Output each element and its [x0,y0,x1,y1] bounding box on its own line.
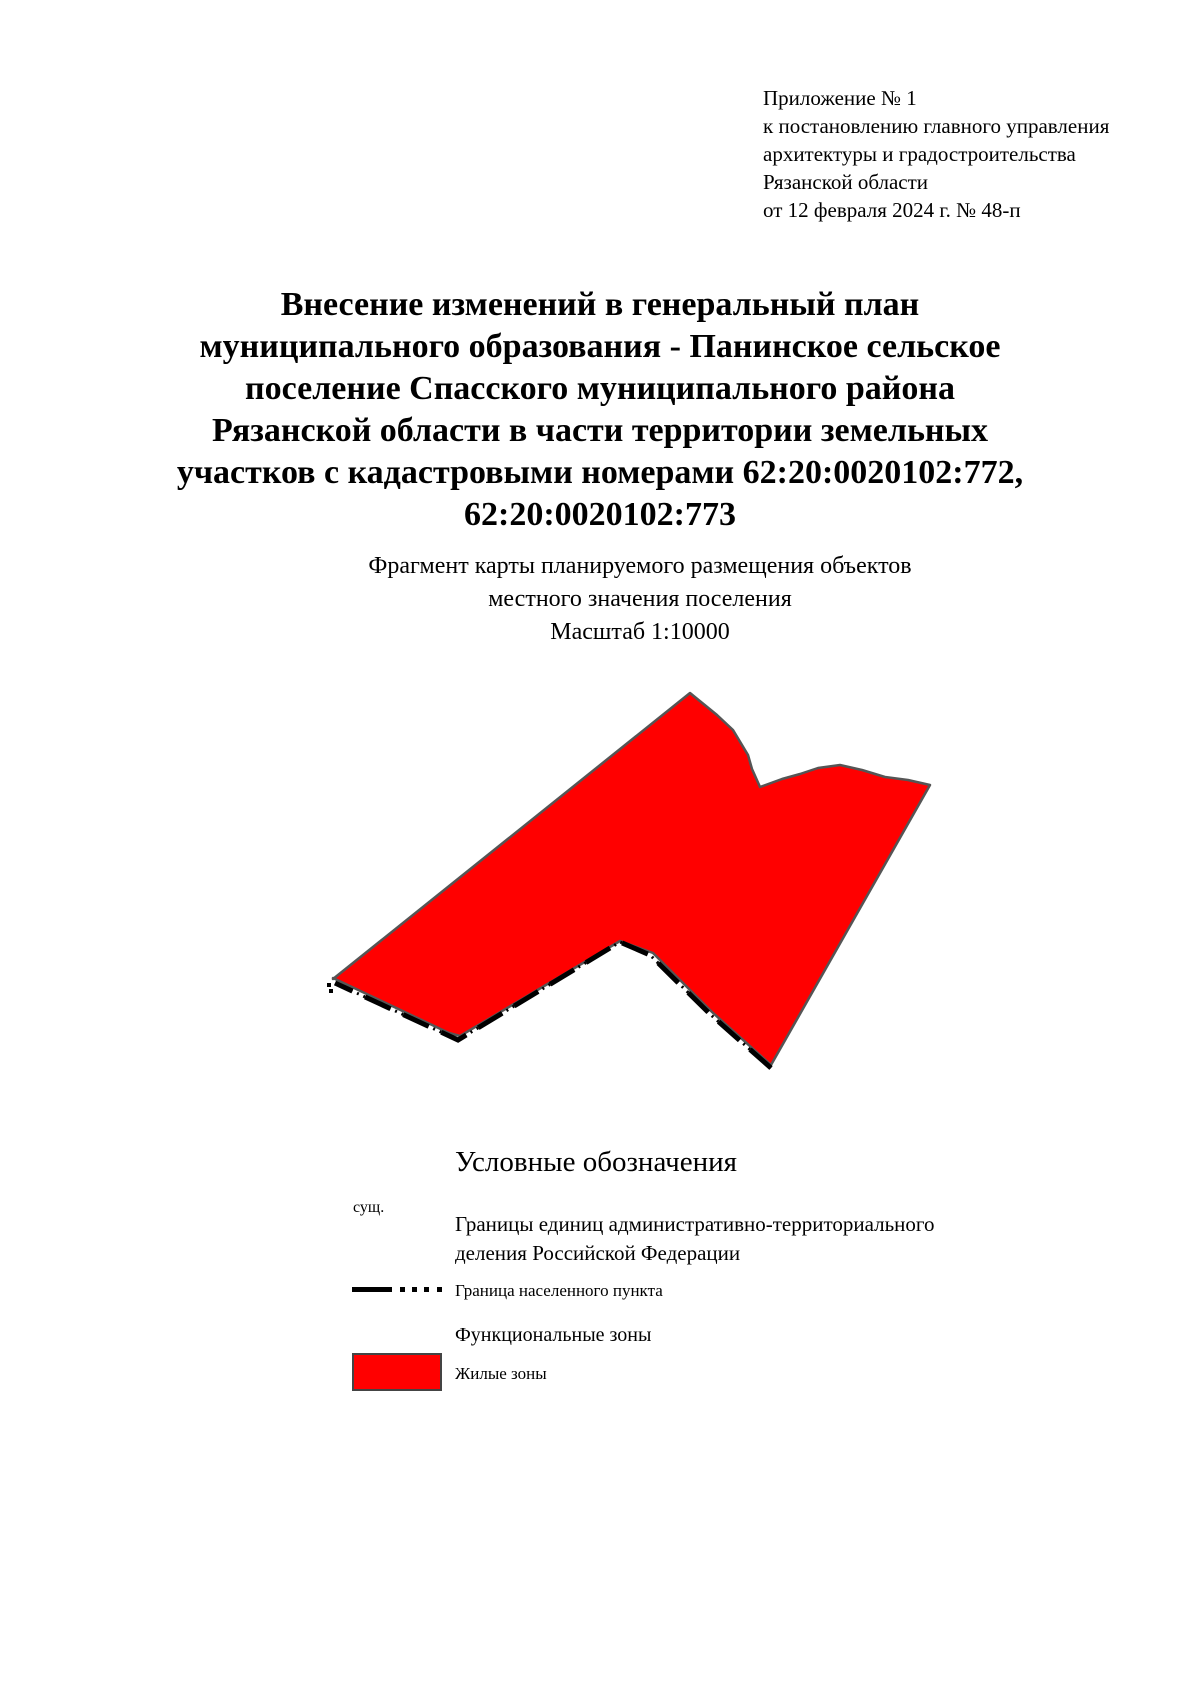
title-line: 62:20:0020102:773 [464,496,736,533]
appendix-line: архитектуры и градостроительства [763,142,1076,166]
map-scale: Масштаб 1:10000 [550,619,730,645]
appendix-line: к постановлению главного управления [763,114,1110,138]
legend-title: Условные обозначения [455,1146,737,1178]
legend-settlement-border-label: Граница населенного пункта [455,1281,663,1300]
residential-zone-polygon [333,693,930,1065]
legend-admin-border-label [455,1210,935,1268]
title-line: муниципального образования - Панинское сельское [199,328,1001,365]
legend-residential-zone-label: Жилые зоны [455,1364,547,1383]
swatch-dot [437,1287,442,1292]
swatch-dot [400,1287,405,1292]
legend-residential-zone-swatch [352,1353,442,1391]
swatch-dot [424,1287,429,1292]
border-end-marker [327,983,331,987]
legend-settlement-border-swatch [352,1283,448,1295]
legend-admin-border-line: деления Российской Федерации [455,1241,741,1265]
legend-admin-border-line: Границы единиц административно-территориального [455,1212,935,1236]
title-line: участков с кадастровыми номерами 62:20:0020102:772, [176,454,1024,491]
subtitle-line: Фрагмент карты планируемого размещения объектов [368,553,912,579]
appendix-line: Рязанской области [763,170,929,194]
title-line: Внесение изменений в генеральный план [280,286,920,323]
swatch-dash [352,1287,392,1292]
title-line: поселение Спасского муниципального района [245,370,955,407]
border-end-marker [329,989,333,993]
swatch-dot [412,1287,417,1292]
subtitle-line: местного значения поселения [488,586,792,612]
legend-sushch-label: сущ. [353,1199,385,1216]
title-line: Рязанской области в части территории земельных [211,412,989,449]
legend-functional-zones-heading: Функциональные зоны [455,1324,652,1346]
appendix-line: Приложение № 1 [763,86,917,110]
appendix-line: от 12 февраля 2024 г. № 48-п [763,198,1021,222]
